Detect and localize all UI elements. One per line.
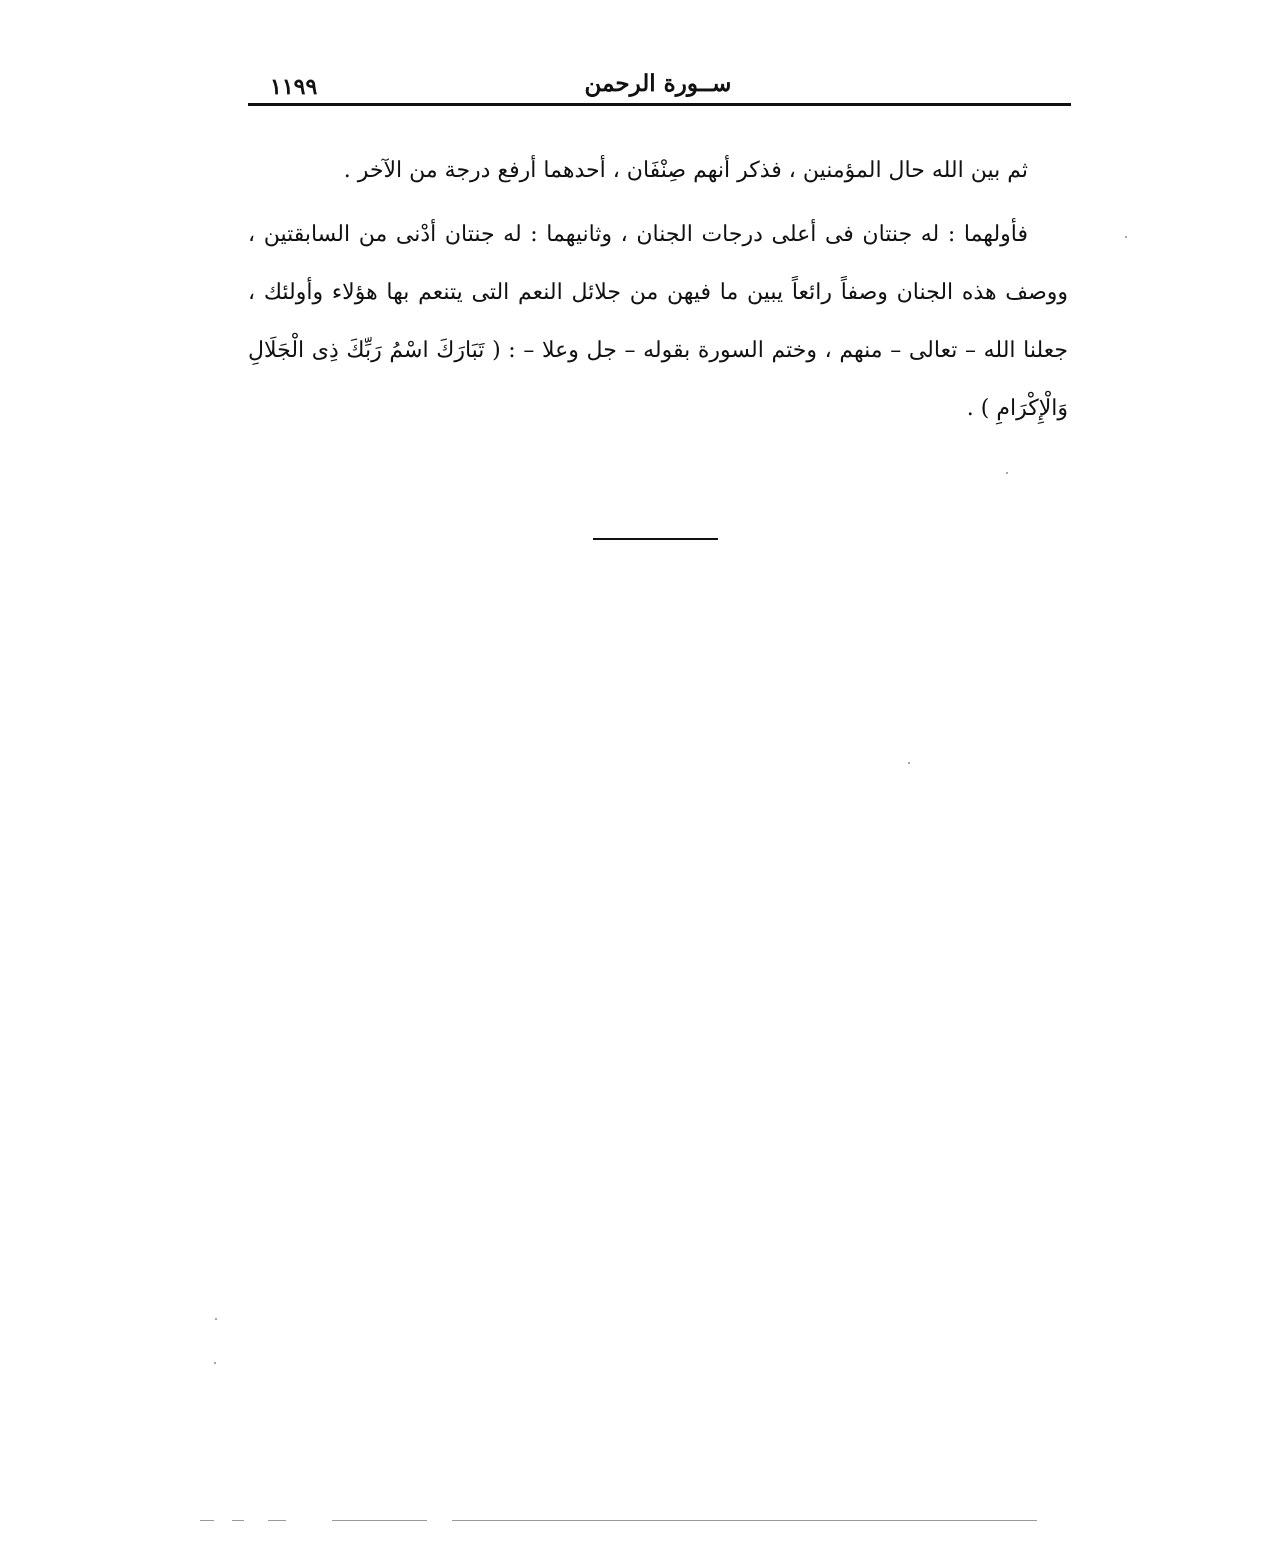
page-number: ١١٩٩ [270, 74, 318, 100]
paragraph: ثم بين الله حال المؤمنين ، فذكر أنهم صِنْفَان ، أحدهما أرفع درجة من الآخر . [343, 158, 1028, 183]
paragraph: فأولهما : له جنتان فى أعلى درجات الجنان ، وثانيهما : له جنتان أدْنى من السابقتين ، ووصف هذه الجنان وصفاً رائعاً يبين ما فيهن من جلائل النعم التى يتنعم بها هؤلاء وأولئك ، جعلنا الله – تعالى – منهم ، وختم السورة بقوله – جل وعلا – : ( تَبَارَكَ اسْمُ رَبِّكَ ذِى الْجَلَالِ وَالْإِكْرَامِ ) . [248, 222, 1068, 421]
end-rule [593, 538, 718, 540]
header-rule [248, 103, 1071, 106]
page-header [248, 64, 1070, 104]
page-title: ســورة الرحمن [584, 70, 732, 97]
body-text [248, 142, 1068, 438]
